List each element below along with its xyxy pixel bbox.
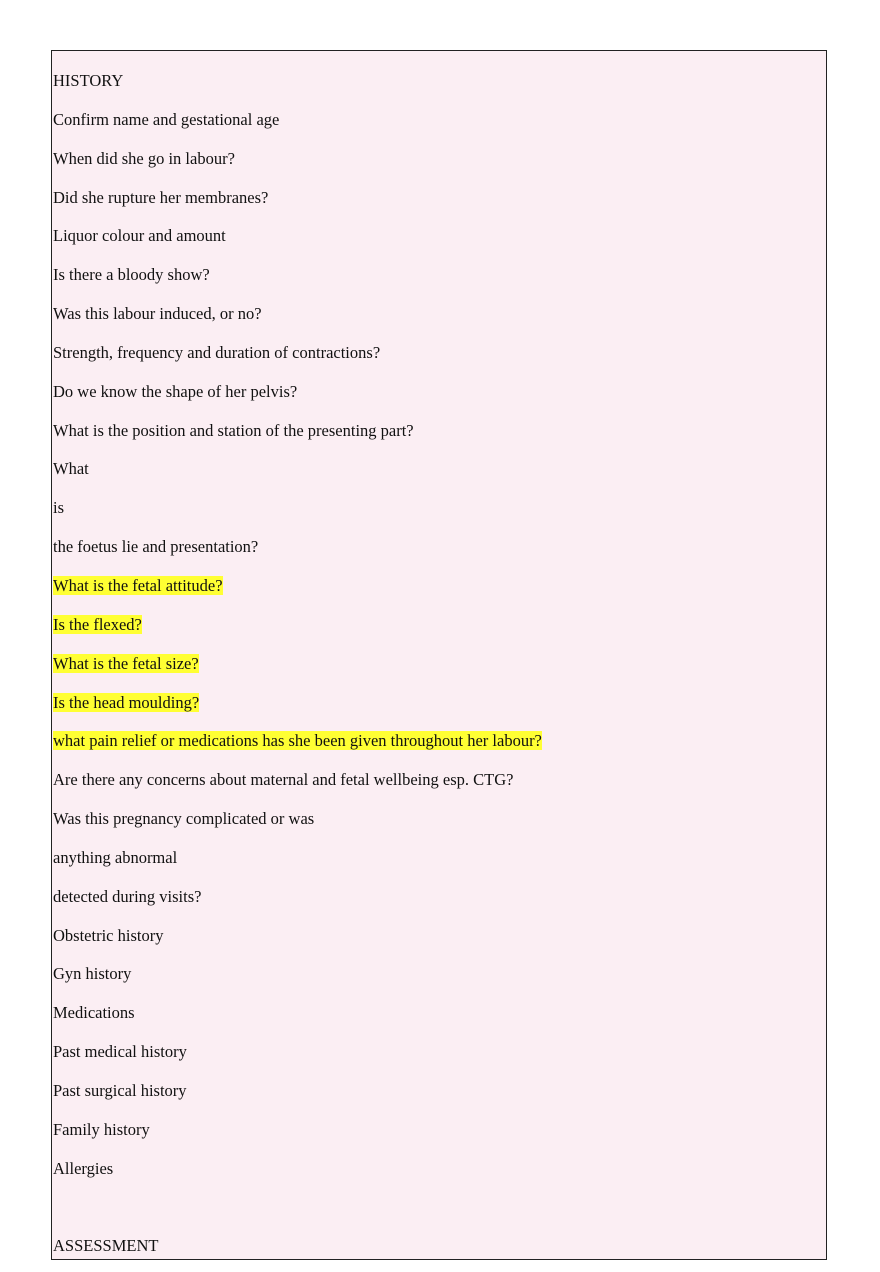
history-line: Was this labour induced, or no?	[53, 304, 262, 324]
history-line: Liquor colour and amount	[53, 226, 226, 246]
history-line: Obstetric history	[53, 925, 164, 945]
history-line-highlighted	[53, 728, 880, 767]
highlighted-text: What is the fetal size?	[53, 653, 199, 673]
history-line-highlighted	[53, 690, 880, 729]
section-heading-history: HISTORY	[53, 71, 124, 90]
history-line: is	[53, 498, 65, 518]
history-line: Strength, frequency and duration of contractions?	[53, 342, 381, 362]
history-line: Gyn history	[53, 964, 132, 984]
history-line: Allergies	[53, 1158, 114, 1178]
history-line: Do we know the shape of her pelvis?	[53, 381, 298, 401]
history-line: Are there any concerns about maternal and fetal wellbeing esp. CTG?	[53, 770, 514, 790]
section-heading-assessment: ASSESSMENT	[53, 1236, 159, 1256]
history-line: Family history	[53, 1119, 150, 1139]
highlighted-text: what pain relief or medications has she been given throughout her labour?	[53, 731, 542, 751]
highlighted-text: Is the head moulding?	[53, 692, 200, 712]
history-line: the foetus lie and presentation?	[53, 537, 259, 557]
history-line: Past surgical history	[53, 1080, 187, 1100]
notes-text	[53, 68, 880, 1272]
highlighted-text: Is the flexed?	[53, 614, 142, 634]
history-line-highlighted	[53, 573, 880, 612]
blank-line	[53, 1194, 880, 1233]
history-line: Was this pregnancy complicated or was	[53, 809, 315, 829]
history-line: detected during visits?	[53, 886, 202, 906]
history-line-highlighted	[53, 612, 880, 651]
history-line: anything abnormal	[53, 847, 178, 867]
history-line: Past medical history	[53, 1042, 187, 1062]
history-line: Confirm name and gestational age	[53, 109, 280, 129]
history-line: Medications	[53, 1003, 135, 1023]
history-line: What is the position and station of the presenting part?	[53, 420, 414, 440]
history-line: Is there a bloody show?	[53, 265, 210, 285]
highlighted-text: What is the fetal attitude?	[53, 575, 223, 595]
history-line-highlighted	[53, 651, 880, 690]
history-line: What	[53, 459, 89, 479]
history-line: Did she rupture her membranes?	[53, 187, 269, 207]
history-line: When did she go in labour?	[53, 148, 235, 168]
